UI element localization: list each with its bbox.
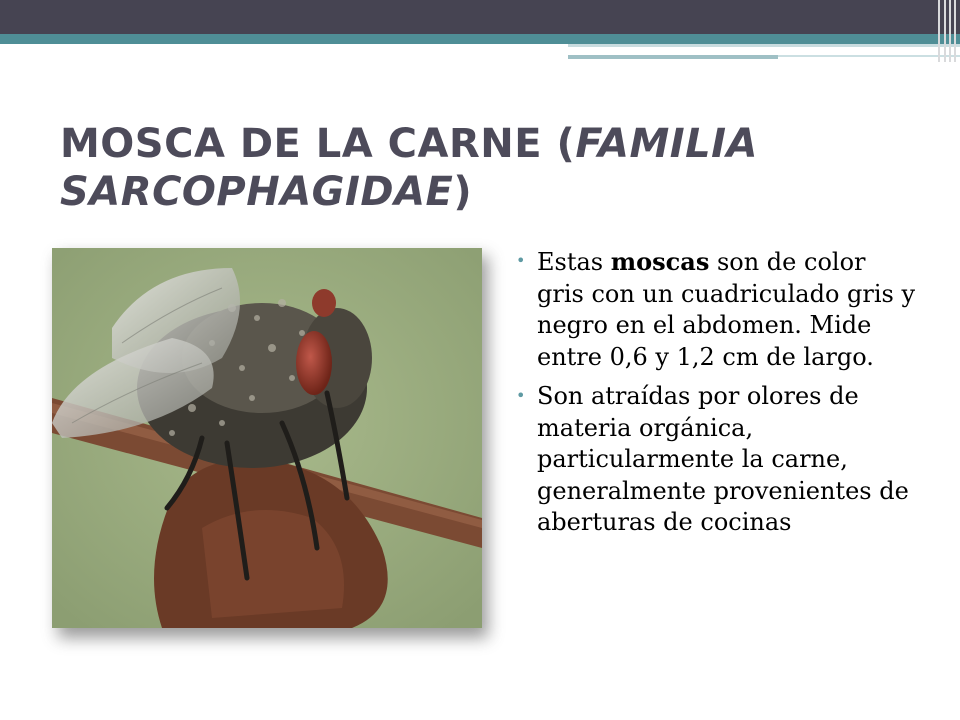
header-decor-line <box>568 44 960 47</box>
title-italic: FAMILIA SARCOPHAGIDAE <box>60 121 758 215</box>
bullet-list <box>516 246 916 547</box>
bullet-item: • Estas moscas son de color gris con un cuadriculado gris y negro en el abdomen. Mide entre 0,6 y 1,2 cm de largo. <box>516 247 916 371</box>
title-prefix: MOSCA DE LA CARNE ( <box>60 121 576 167</box>
bullet-dot-icon: • <box>516 386 526 405</box>
header-decor-vertical-lines <box>930 0 960 62</box>
bullet-item: • Son atraídas por olores de materia orgánica, particularmente la carne, generalmente provenientes de aberturas de cocinas <box>516 382 909 536</box>
slide-title <box>60 120 900 216</box>
fly-photo <box>52 248 482 628</box>
header-decor-line <box>568 55 778 59</box>
fly-photo-icon <box>52 248 482 628</box>
header-accent-band <box>0 34 960 44</box>
bullet-dot-icon: • <box>516 251 526 270</box>
header-decor-line <box>568 50 888 52</box>
bold-term: moscas <box>610 247 710 276</box>
header-bar <box>0 0 960 34</box>
title-suffix: ) <box>453 169 473 215</box>
